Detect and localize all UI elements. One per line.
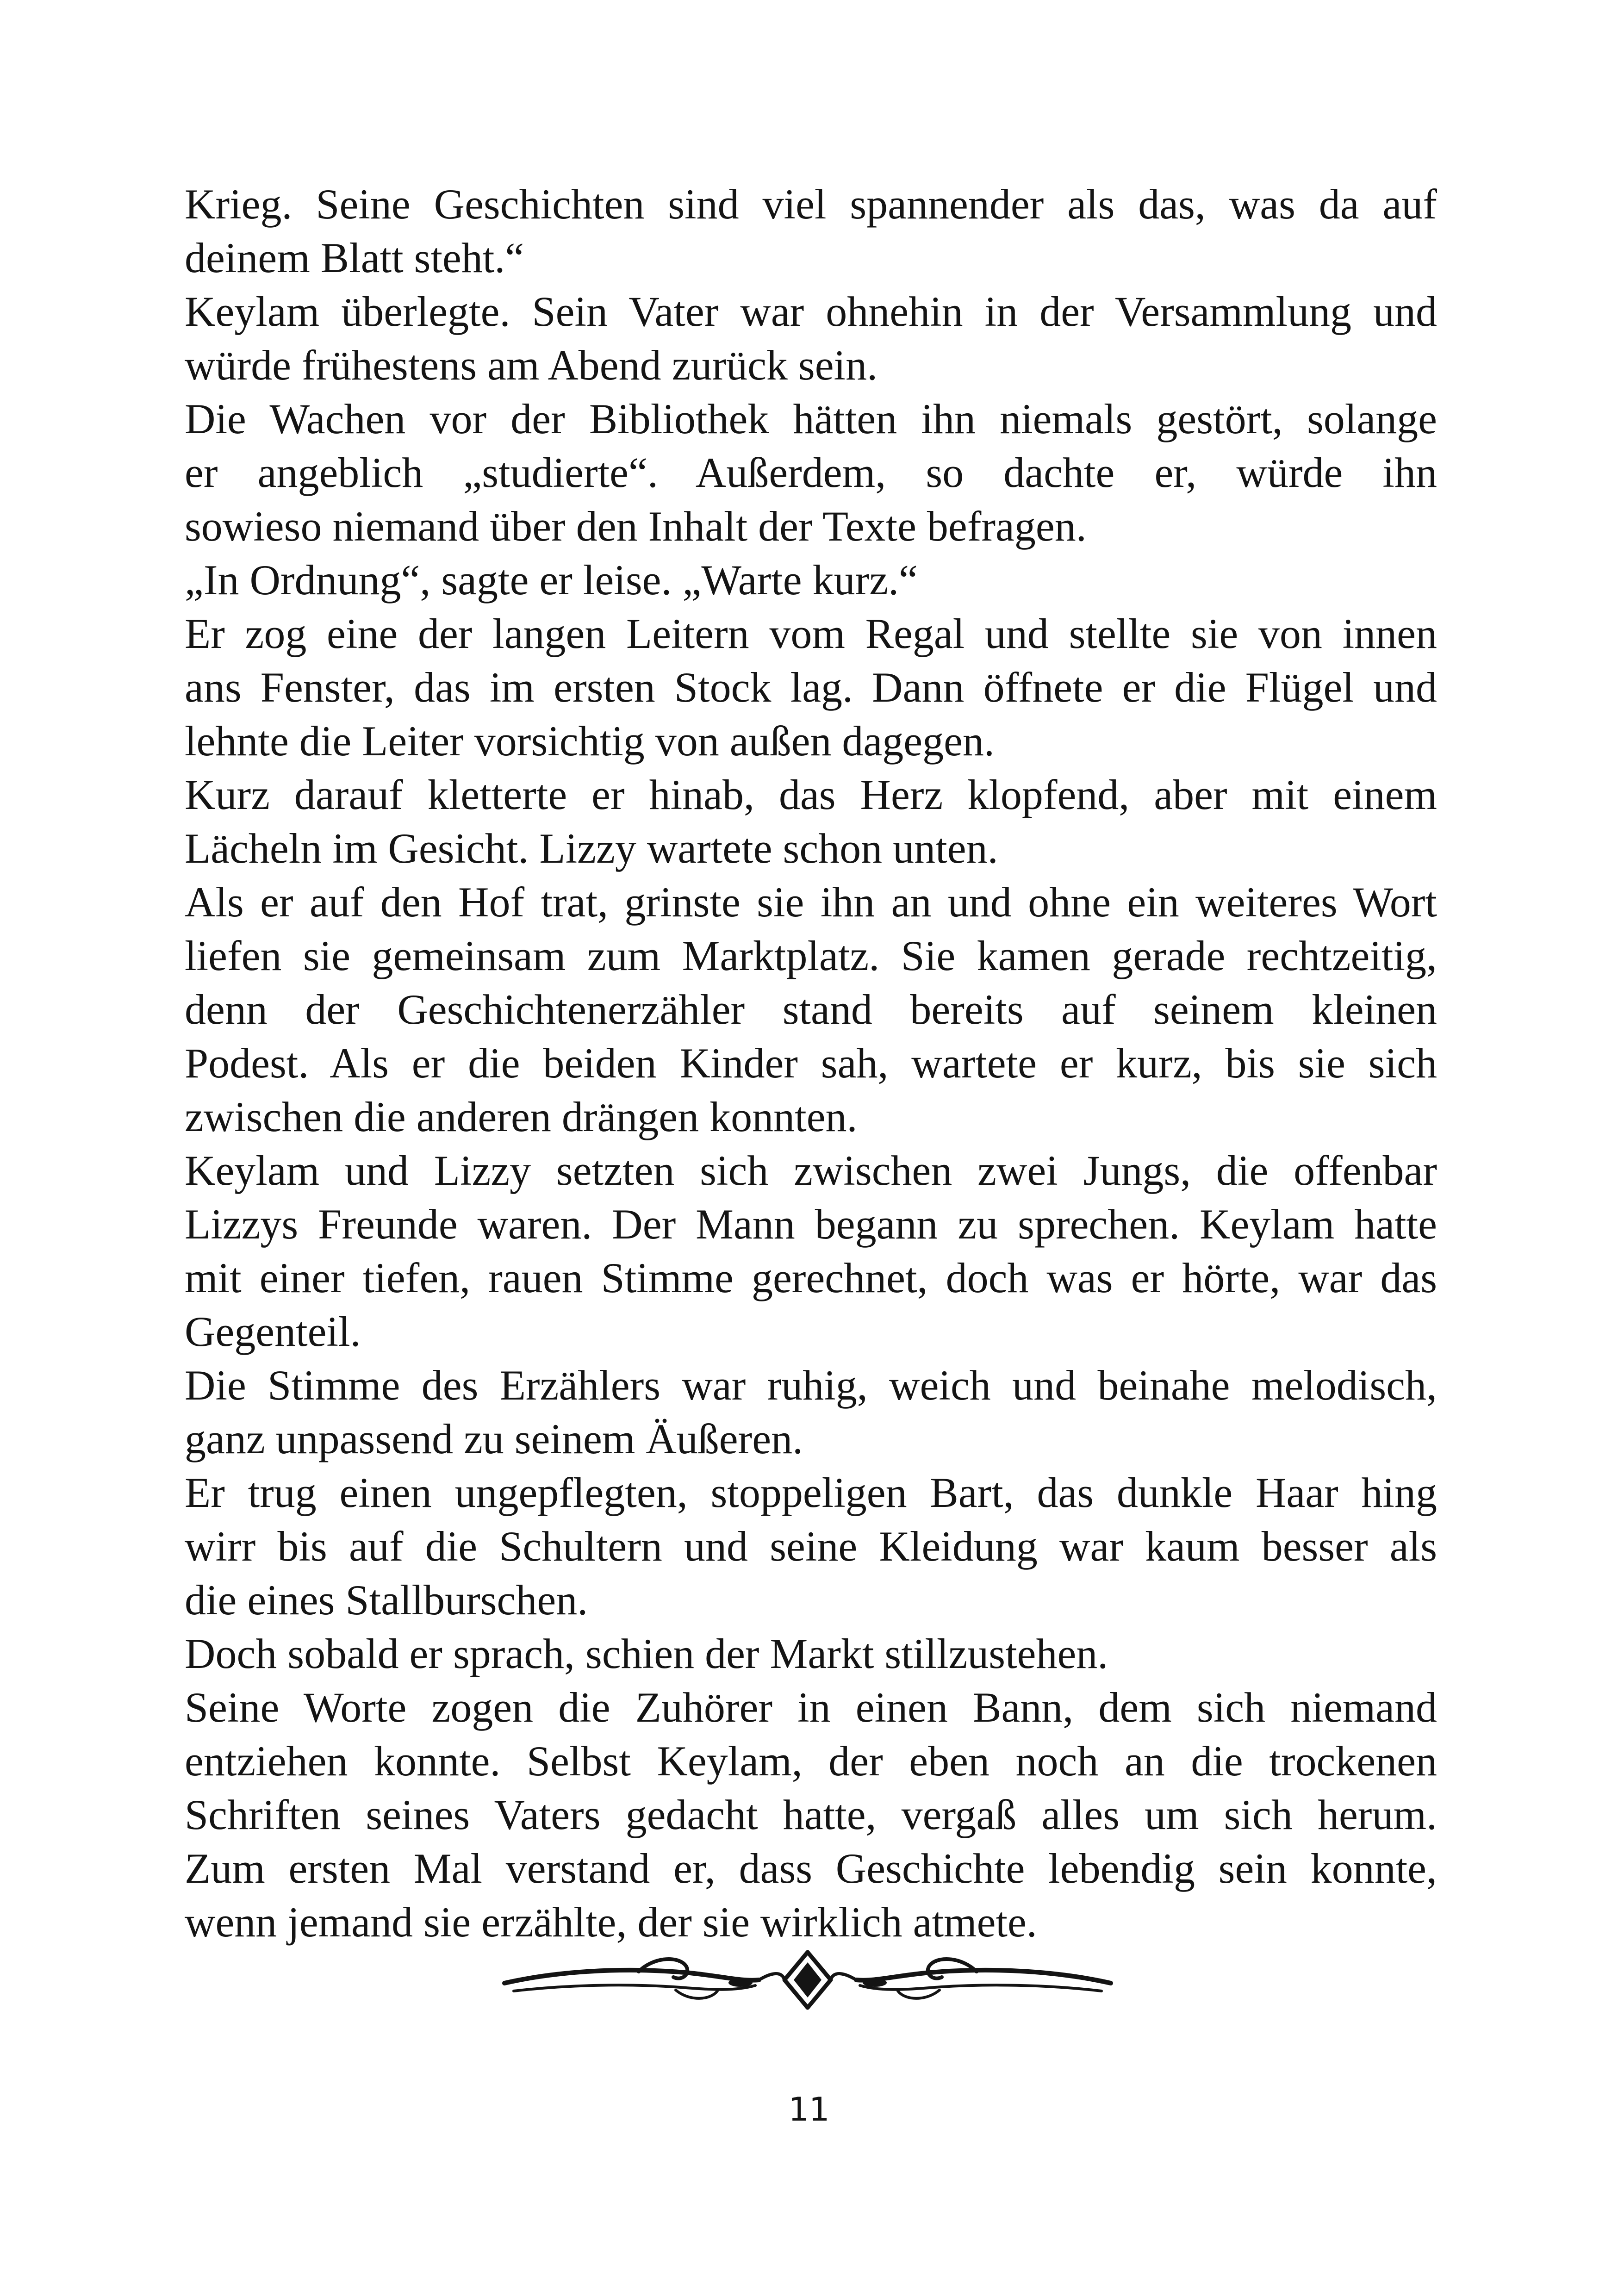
text-line: Lächeln im Gesicht. Lizzy wartete schon unten. bbox=[185, 825, 998, 872]
page-number: 11 bbox=[788, 2091, 830, 2128]
flourish-divider-icon bbox=[500, 1939, 1115, 2022]
text-line: die eines Stallburschen. bbox=[185, 1576, 588, 1624]
text-line: Als er auf den Hof trat, grinste sie ihn an und ohne ein weiteres Wort bbox=[185, 878, 1437, 926]
text-line: Lizzys Freunde waren. Der Mann begann zu sprechen. Keylam hatte bbox=[185, 1201, 1437, 1248]
text-line: ans Fenster, das im ersten Stock lag. Dann öffnete er die Flügel und bbox=[185, 664, 1437, 711]
text-line: lehnte die Leiter vorsichtig von außen dagegen. bbox=[185, 717, 995, 765]
text-line: Podest. Als er die beiden Kinder sah, wartete er kurz, bis sie sich bbox=[185, 1039, 1437, 1087]
text-line: Die Stimme des Erzählers war ruhig, weich und beinahe melodisch, bbox=[185, 1362, 1437, 1409]
text-line: wenn jemand sie erzählte, der sie wirklich atmete. bbox=[185, 1898, 1037, 1946]
text-line: ganz unpassend zu seinem Äußeren. bbox=[185, 1415, 803, 1462]
text-line: Seine Worte zogen die Zuhörer in einen Bann, dem sich niemand bbox=[185, 1684, 1437, 1731]
text-line: Kurz darauf kletterte er hinab, das Herz klopfend, aber mit einem bbox=[185, 771, 1437, 818]
text-line: sowieso niemand über den Inhalt der Texte befragen. bbox=[185, 503, 1087, 550]
text-line: Zum ersten Mal verstand er, dass Geschichte lebendig sein konnte, bbox=[185, 1845, 1437, 1892]
text-line: mit einer tiefen, rauen Stimme gerechnet, doch was er hörte, war das bbox=[185, 1254, 1437, 1301]
text-line: „In Ordnung“, sagte er leise. „Warte kurz.“ bbox=[185, 556, 918, 604]
text-line: zwischen die anderen drängen konnten. bbox=[185, 1093, 858, 1140]
text-line: Keylam überlegte. Sein Vater war ohnehin in der Versammlung und bbox=[185, 288, 1437, 335]
text-line: Die Wachen vor der Bibliothek hätten ihn niemals gestört, solange bbox=[185, 395, 1437, 442]
text-line: wirr bis auf die Schultern und seine Kleidung war kaum besser als bbox=[185, 1523, 1437, 1570]
text-line: Gegenteil. bbox=[185, 1308, 361, 1355]
text-line: denn der Geschichtenerzähler stand bereits auf seinem kleinen bbox=[185, 986, 1437, 1033]
text-line: Keylam und Lizzy setzten sich zwischen zwei Jungs, die offenbar bbox=[185, 1147, 1437, 1194]
text-line: er angeblich „studierte“. Außerdem, so dachte er, würde ihn bbox=[185, 449, 1437, 496]
text-line: würde frühestens am Abend zurück sein. bbox=[185, 342, 878, 389]
text-line: entziehen konnte. Selbst Keylam, der eben noch an die trockenen bbox=[185, 1737, 1437, 1785]
text-line: liefen sie gemeinsam zum Marktplatz. Sie kamen gerade rechtzeitig, bbox=[185, 932, 1437, 979]
text-line: deinem Blatt steht.“ bbox=[185, 234, 524, 281]
text-line: Er trug einen ungepflegten, stoppeligen Bart, das dunkle Haar hing bbox=[185, 1469, 1437, 1516]
text-line: Er zog eine der langen Leitern vom Regal und stellte sie von innen bbox=[185, 610, 1437, 657]
text-line: Krieg. Seine Geschichten sind viel spannender als das, was da auf bbox=[185, 180, 1437, 228]
text-line: Doch sobald er sprach, schien der Markt stillzustehen. bbox=[185, 1630, 1108, 1677]
text-line: Schriften seines Vaters gedacht hatte, vergaß alles um sich herum. bbox=[185, 1791, 1437, 1838]
body-text bbox=[185, 177, 1437, 1949]
